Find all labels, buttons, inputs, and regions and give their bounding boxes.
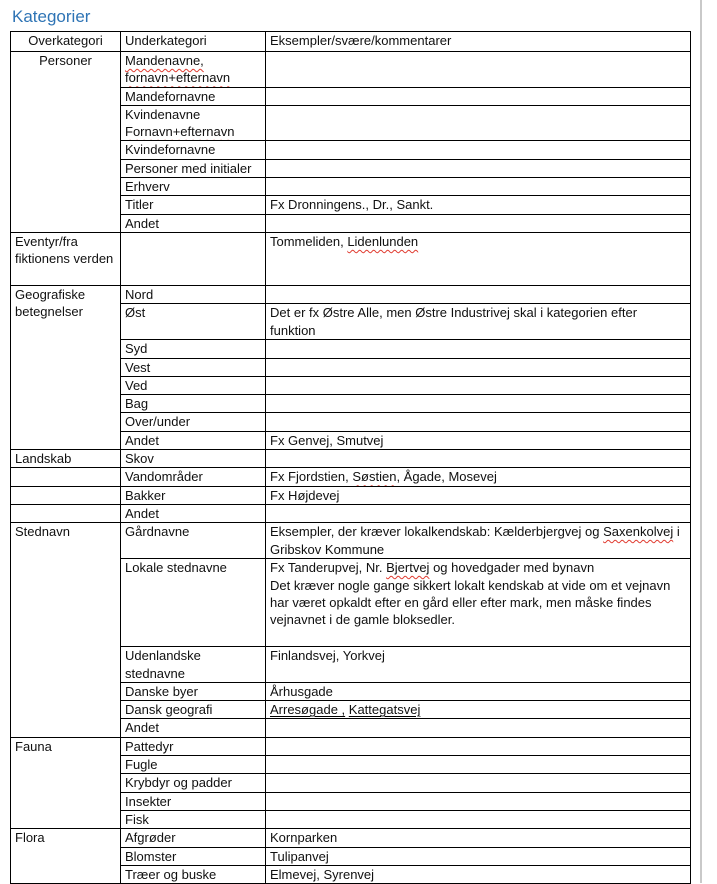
misspelled-text: Kattegatsvej	[348, 702, 421, 718]
cell-underkategori[interactable]	[121, 865, 266, 883]
cell-eksempler[interactable]	[266, 178, 691, 196]
table-row	[11, 486, 691, 504]
cell-eksempler[interactable]	[266, 285, 691, 303]
cell-overkategori[interactable]: Geografiske betegnelser	[11, 285, 121, 449]
text-run: Lokale stednavne	[125, 560, 227, 576]
text-run: Kvindenavne	[125, 106, 201, 122]
text-run: Bakker	[125, 487, 166, 503]
text-run: Elmevej, Syrenvej	[270, 866, 375, 882]
text-run: Nord	[125, 286, 154, 302]
cell-overkategori[interactable]: Personer	[11, 52, 121, 233]
cell-eksempler[interactable]	[266, 376, 691, 394]
text-run: Blomster	[125, 848, 177, 864]
text-run: Titler	[125, 197, 154, 213]
table-header	[11, 32, 691, 52]
cell-underkategori[interactable]	[121, 214, 266, 232]
text-run: Fx Højdevej	[270, 487, 340, 503]
cell-eksempler[interactable]	[266, 682, 691, 700]
cell-eksempler[interactable]	[266, 756, 691, 774]
cell-eksempler[interactable]	[266, 450, 691, 468]
cell-underkategori[interactable]	[121, 376, 266, 394]
cell-overkategori[interactable]	[11, 486, 121, 504]
table-row	[11, 450, 691, 468]
cell-eksempler[interactable]	[266, 395, 691, 413]
misspelled-text: Saxenkolvej	[603, 524, 674, 540]
text-run: Pattedyr	[125, 738, 174, 754]
cell-underkategori[interactable]	[121, 52, 266, 88]
text-run: Gårdnavne	[125, 524, 190, 540]
cell-underkategori[interactable]	[121, 395, 266, 413]
cell-underkategori[interactable]	[121, 847, 266, 865]
cell-underkategori[interactable]	[121, 105, 266, 141]
text-run: Fisk	[125, 811, 149, 827]
cell-eksempler[interactable]	[266, 52, 691, 88]
cell-overkategori[interactable]: Eventyr/fra fiktionens verden	[11, 232, 121, 285]
cell-underkategori[interactable]	[121, 178, 266, 196]
text-run: Bag	[125, 396, 149, 412]
cell-underkategori[interactable]	[121, 756, 266, 774]
misspelled-text: Søstien	[352, 469, 397, 485]
cell-eksempler[interactable]	[266, 159, 691, 177]
column-header-eksempler[interactable]: Eksempler/svære/kommentarer	[266, 32, 691, 52]
cell-overkategori[interactable]	[11, 504, 121, 522]
cell-eksempler[interactable]	[266, 737, 691, 755]
text-run: Danske byer	[125, 683, 198, 699]
cell-underkategori[interactable]	[121, 87, 266, 105]
page-edge-line	[700, 0, 702, 883]
text-run: Vest	[125, 359, 151, 375]
column-header-underkategori[interactable]: Underkategori	[121, 32, 266, 52]
cell-eksempler[interactable]	[266, 304, 691, 340]
cell-eksempler[interactable]	[266, 810, 691, 828]
grammar-flagged-text: Arresøgade ,	[270, 702, 346, 718]
cell-eksempler[interactable]	[266, 559, 691, 647]
text-run: Andet	[125, 215, 159, 231]
text-run: Det kræver nogle gange sikkert lokalt kendskab at vide om et vejnavn har været opkaldt efter en gård eller efter mark, men måske findes vejnavnet i de gamle bloksedler.	[270, 577, 671, 628]
cell-eksempler[interactable]	[266, 413, 691, 431]
cell-underkategori[interactable]	[121, 504, 266, 522]
cell-underkategori[interactable]	[121, 810, 266, 828]
cell-underkategori[interactable]	[121, 829, 266, 847]
cell-underkategori[interactable]	[121, 647, 266, 683]
cell-eksempler[interactable]	[266, 829, 691, 847]
misspelled-text: fornavn+efternavn	[125, 70, 231, 86]
cell-overkategori[interactable]	[11, 468, 121, 486]
text-run: Insekter	[125, 793, 172, 809]
cell-underkategori[interactable]	[121, 737, 266, 755]
cell-eksempler[interactable]	[266, 468, 691, 486]
column-header-overkategori[interactable]: Overkategori	[11, 32, 121, 52]
table-row	[11, 52, 691, 88]
cell-underkategori[interactable]	[121, 285, 266, 303]
table-row	[11, 285, 691, 303]
cell-underkategori[interactable]	[121, 431, 266, 449]
text-run: Andet	[125, 720, 159, 736]
text-run: Kornparken	[270, 830, 338, 846]
table-row	[11, 737, 691, 755]
cell-underkategori[interactable]	[121, 304, 266, 340]
grammar-flagged-text	[270, 702, 345, 717]
text-run: Andet	[125, 432, 159, 448]
cell-eksempler[interactable]	[266, 701, 691, 719]
text-run: Tulipanvej	[270, 848, 329, 864]
document-page	[10, 7, 690, 884]
table-row	[11, 468, 691, 486]
text-run: Fx Tanderupvej, Nr.	[270, 560, 387, 576]
text-run: Kvindefornavne	[125, 142, 216, 158]
cell-underkategori[interactable]	[121, 196, 266, 214]
cell-underkategori[interactable]	[121, 413, 266, 431]
text-run: Tommeliden,	[270, 233, 348, 249]
categories-table	[10, 31, 691, 884]
cell-eksempler[interactable]	[266, 523, 691, 559]
text-run: Vandområder	[125, 469, 203, 485]
cell-overkategori[interactable]: Fauna	[11, 737, 121, 828]
cell-underkategori[interactable]	[121, 523, 266, 559]
text-run: Ved	[125, 377, 148, 393]
table-body	[11, 52, 691, 884]
cell-eksempler[interactable]	[266, 486, 691, 504]
misspelled-text: Mandenavne,	[125, 53, 204, 68]
text-run: Fugle	[125, 757, 158, 773]
cell-eksempler[interactable]	[266, 196, 691, 214]
cell-overkategori[interactable]: Landskab	[11, 450, 121, 468]
text-run: Finlandsvej, Yorkvej	[270, 648, 385, 664]
cell-underkategori[interactable]	[121, 486, 266, 504]
table-header-row	[11, 32, 691, 52]
text-run: Det er fx Østre Alle, men Østre Industrivej skal i kategorien efter funktion	[270, 305, 638, 338]
cell-underkategori[interactable]	[121, 682, 266, 700]
text-run: Mandefornavne	[125, 88, 216, 104]
text-run: Fx Dronningens., Dr., Sankt.	[270, 197, 434, 213]
misspelled-text: Bjertvej	[386, 560, 430, 576]
misspelled-text: Lidenlunden	[347, 233, 419, 249]
page-title[interactable]: Kategorier	[12, 7, 91, 26]
cell-eksempler[interactable]	[266, 647, 691, 683]
text-run: Udenlandske stednavne	[125, 648, 201, 681]
cell-eksempler[interactable]	[266, 358, 691, 376]
table-row	[11, 504, 691, 522]
text-run: , Ågade, Mosevej	[396, 469, 497, 485]
text-run: Øst	[125, 305, 146, 321]
misspelled-text: Fornavn+efternavn	[125, 124, 235, 140]
text-run: og hovedgader med bynavn	[429, 560, 595, 576]
text-run: Krybdyr og padder	[125, 775, 232, 791]
text-run: Personer med initialer	[125, 160, 252, 176]
cell-eksempler[interactable]	[266, 847, 691, 865]
text-run: Erhverv	[125, 179, 170, 195]
cell-overkategori[interactable]: Stednavn	[11, 523, 121, 737]
cell-eksempler[interactable]	[266, 87, 691, 105]
table-row	[11, 232, 691, 285]
cell-underkategori[interactable]	[121, 701, 266, 719]
table-row	[11, 523, 691, 559]
cell-eksempler[interactable]	[266, 340, 691, 358]
misspelled-text	[349, 702, 421, 717]
cell-eksempler[interactable]	[266, 431, 691, 449]
text-run: i Gribskov Kommune	[270, 524, 680, 557]
cell-underkategori[interactable]	[121, 450, 266, 468]
text-run: Fx Fjordstien,	[270, 469, 353, 485]
cell-eksempler[interactable]	[266, 865, 691, 883]
text-run: Over/under	[125, 414, 191, 430]
cell-eksempler[interactable]	[266, 141, 691, 159]
cell-underkategori[interactable]	[121, 358, 266, 376]
cell-overkategori[interactable]: Flora	[11, 829, 121, 884]
cell-underkategori[interactable]	[121, 340, 266, 358]
cell-eksempler[interactable]	[266, 774, 691, 792]
cell-underkategori[interactable]	[121, 719, 266, 737]
cell-underkategori[interactable]	[121, 232, 266, 285]
cell-underkategori[interactable]	[121, 792, 266, 810]
cell-underkategori[interactable]	[121, 559, 266, 647]
text-run: Andet	[125, 505, 159, 521]
cell-eksempler[interactable]	[266, 792, 691, 810]
text-run: Syd	[125, 341, 148, 357]
cell-eksempler[interactable]	[266, 719, 691, 737]
text-run: Fx Genvej, Smutvej	[270, 432, 384, 448]
text-run: Skov	[125, 451, 154, 467]
text-run: Afgrøder	[125, 830, 176, 846]
cell-eksempler[interactable]	[266, 214, 691, 232]
table-row	[11, 829, 691, 847]
text-run: Træer og buske	[125, 866, 217, 882]
cell-eksempler[interactable]	[266, 105, 691, 141]
cell-underkategori[interactable]	[121, 468, 266, 486]
cell-eksempler[interactable]	[266, 504, 691, 522]
text-run: Dansk geografi	[125, 702, 213, 718]
text-run: Århusgade	[270, 683, 333, 699]
cell-underkategori[interactable]	[121, 159, 266, 177]
cell-underkategori[interactable]	[121, 141, 266, 159]
text-run: Eksempler, der kræver lokalkendskab: Kælderbjergvej og	[270, 524, 604, 540]
cell-eksempler[interactable]	[266, 232, 691, 285]
cell-underkategori[interactable]	[121, 774, 266, 792]
